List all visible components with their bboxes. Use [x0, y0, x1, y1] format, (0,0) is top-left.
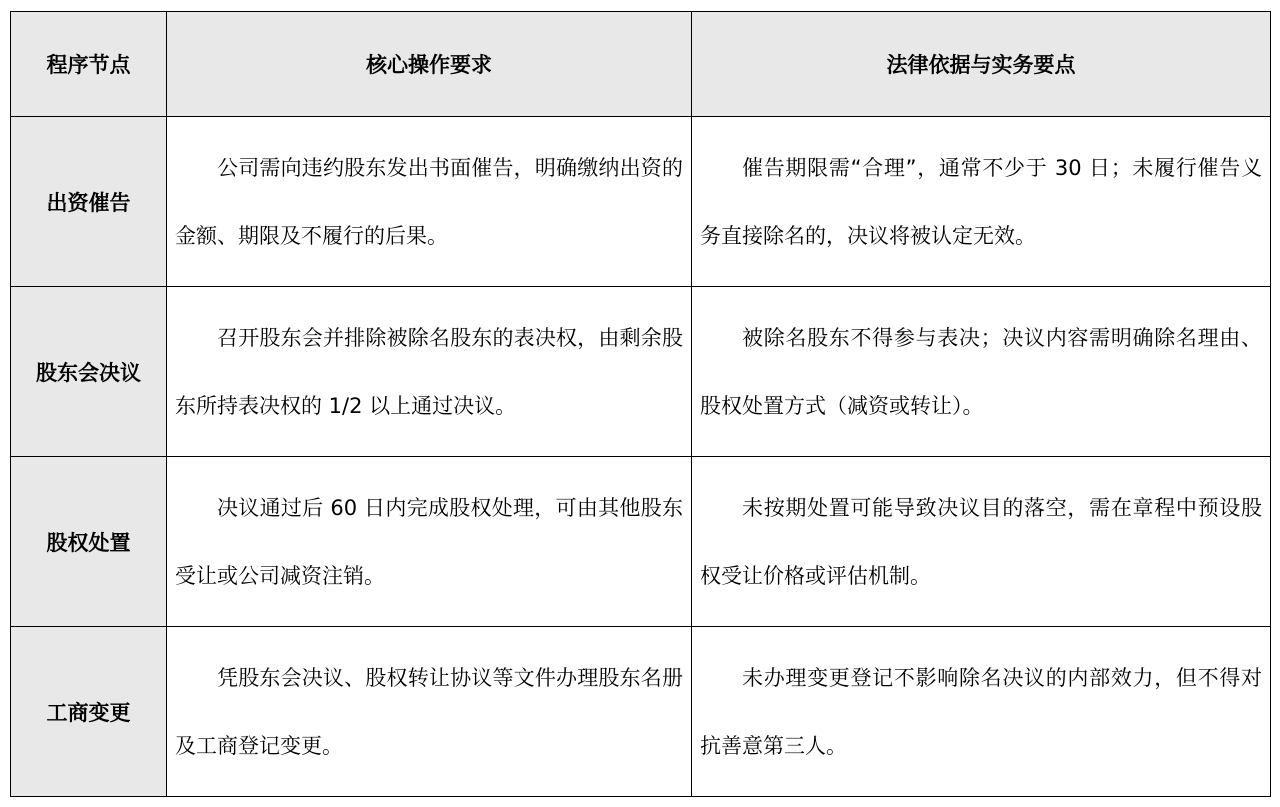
- header-legal-basis: 法律依据与实务要点: [692, 12, 1271, 117]
- row-node-label: 股东会决议: [11, 287, 167, 457]
- header-procedure-node: 程序节点: [11, 12, 167, 117]
- row-requirement: 凭股东会决议、股权转让协议等文件办理股东名册及工商登记变更。: [167, 627, 692, 797]
- table-row: [11, 287, 1271, 457]
- table-body: [11, 117, 1271, 797]
- row-requirement: 公司需向违约股东发出书面催告，明确缴纳出资的金额、期限及不履行的后果。: [167, 117, 692, 287]
- row-node-label: 出资催告: [11, 117, 167, 287]
- table-row: [11, 457, 1271, 627]
- table-header: [11, 12, 1271, 117]
- row-node-label: 工商变更: [11, 627, 167, 797]
- header-core-requirements: 核心操作要求: [167, 12, 692, 117]
- table-row: [11, 117, 1271, 287]
- table-row: [11, 627, 1271, 797]
- row-legal-basis: 未办理变更登记不影响除名决议的内部效力，但不得对抗善意第三人。: [692, 627, 1271, 797]
- header-row: [11, 12, 1271, 117]
- row-legal-basis: 被除名股东不得参与表决；决议内容需明确除名理由、股权处置方式（减资或转让）。: [692, 287, 1271, 457]
- row-requirement: 决议通过后 60 日内完成股权处理，可由其他股东受让或公司减资注销。: [167, 457, 692, 627]
- row-legal-basis: 催告期限需“合理”，通常不少于 30 日；未履行催告义务直接除名的，决议将被认定无效。: [692, 117, 1271, 287]
- row-node-label: 股权处置: [11, 457, 167, 627]
- row-requirement: 召开股东会并排除被除名股东的表决权，由剩余股东所持表决权的 1/2 以上通过决议。: [167, 287, 692, 457]
- procedure-table: [10, 11, 1271, 797]
- row-legal-basis: 未按期处置可能导致决议目的落空，需在章程中预设股权受让价格或评估机制。: [692, 457, 1271, 627]
